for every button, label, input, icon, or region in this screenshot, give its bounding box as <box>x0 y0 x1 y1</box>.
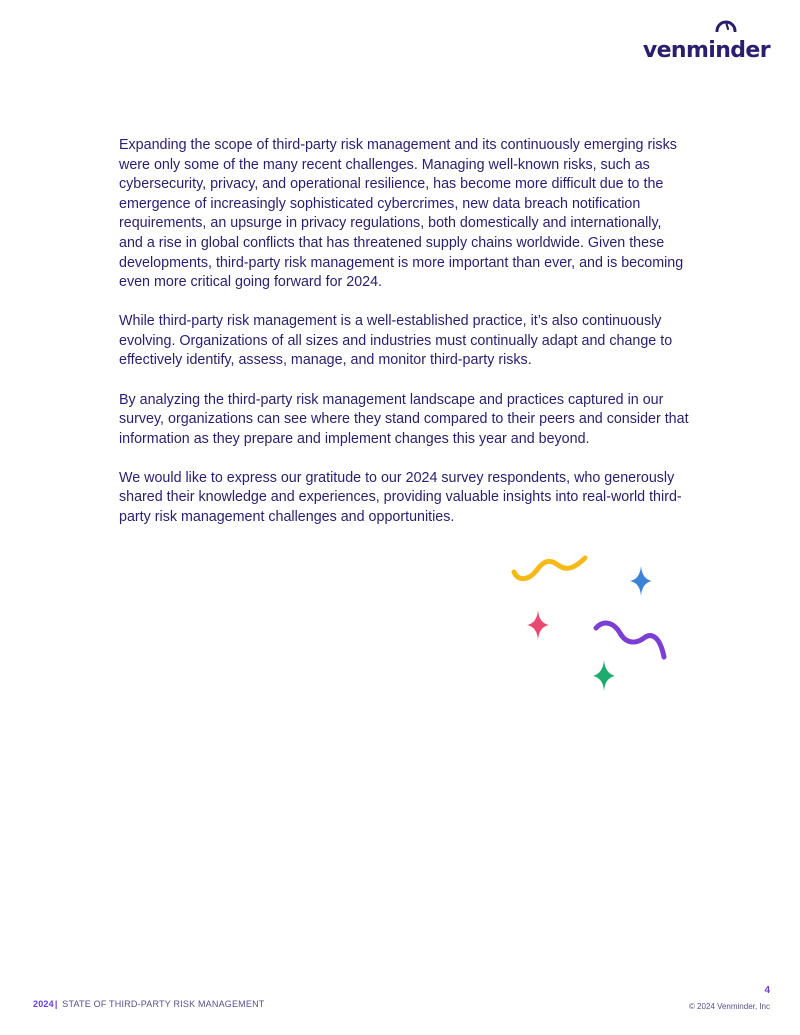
decorative-shapes <box>500 545 680 695</box>
footer-copyright: © 2024 Venminder, Inc <box>688 1002 770 1011</box>
page-number: 4 <box>764 985 770 996</box>
paragraph-2: While third-party risk management is a well-established practice, it’s also continuously evolving. Organizations of all sizes and industries must continually adapt and change to effectively identify, assess, manage, and monitor third-party risks. <box>119 313 673 369</box>
footer-report-title: STATE OF THIRD-PARTY RISK MANAGEMENT <box>62 999 265 1009</box>
paragraph-3: By analyzing the third-party risk management landscape and practices captured in our survey, organizations can see where they stand compared to their peers and consider that information as they prepare and implement changes this year and beyond. <box>119 391 689 447</box>
purple-squiggle-icon <box>596 623 664 657</box>
yellow-squiggle-icon <box>514 558 585 579</box>
green-sparkle-icon <box>593 660 615 691</box>
logo-arc-icon <box>715 20 737 32</box>
footer-year: 2024 <box>33 999 54 1009</box>
paragraph-1: Expanding the scope of third-party risk management and its continuously emerging risks were only some of the many recent challenges. Managing well-known risks, such as cybersecurity, privacy, and operational resilience, has become more difficult due to the emergence of increasingly sophisticated cybercrimes, new data breach notification requirements, an upsurge in privacy regulations, both domestically and internationally, and a rise in global conflicts that has threatened supply chains worldwide. Given these developments, third-party risk management is more important than ever, and is becoming even more critical going forward for 2024. <box>119 137 684 291</box>
blue-sparkle-icon <box>630 566 652 596</box>
footer-separator: | <box>54 999 58 1009</box>
venminder-logo <box>643 28 770 62</box>
paragraph-4: We would like to express our gratitude to our 2024 survey respondents, who generously shared their knowledge and experiences, providing valuable insights into real-world third-party risk management challenges and opportunities. <box>119 469 682 525</box>
intro-body <box>119 136 689 547</box>
pink-sparkle-icon <box>527 610 549 640</box>
footer-report-label <box>33 999 264 1009</box>
logo-wordmark: venminder <box>642 38 770 63</box>
